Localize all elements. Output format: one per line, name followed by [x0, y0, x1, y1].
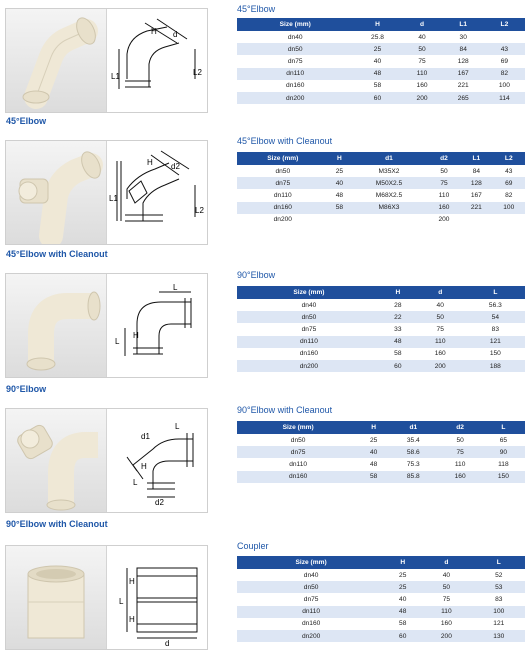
table-cell: 58: [359, 471, 388, 483]
table-cell: dn110: [237, 458, 359, 470]
table-row: [237, 323, 525, 335]
table-cell: 121: [466, 336, 525, 348]
table-header-row: [237, 421, 525, 434]
table-cell: 56.3: [466, 299, 525, 311]
table-cell: 60: [381, 360, 415, 372]
section-label: 45°Elbow with Cleanout: [6, 249, 108, 259]
column-header: L: [482, 421, 525, 434]
table-row: [237, 165, 525, 177]
table-cell: M68X2.5: [350, 189, 428, 201]
table-cell: 84: [460, 165, 492, 177]
table-cell: [329, 214, 351, 226]
dim-label: H: [147, 158, 153, 167]
technical-drawing: [106, 409, 208, 512]
table-cell: [493, 214, 525, 226]
table-cell: 82: [484, 68, 525, 80]
table-cell: [350, 214, 428, 226]
table-cell: 48: [329, 189, 351, 201]
table-cell: [460, 214, 492, 226]
table-row: [237, 311, 525, 323]
column-header: d2: [428, 152, 460, 165]
table-cell: 50: [439, 434, 482, 446]
table-cell: 188: [466, 360, 525, 372]
table-cell: dn110: [237, 606, 385, 618]
table-cell: dn160: [237, 202, 329, 214]
table-header-row: [237, 556, 525, 569]
table-cell: dn75: [237, 177, 329, 189]
column-header: Size (mm): [237, 152, 329, 165]
table-cell: 58: [329, 202, 351, 214]
table-cell: 167: [443, 68, 484, 80]
dim-label: d2: [171, 162, 180, 171]
table-cell: 100: [493, 202, 525, 214]
table-title: 45°Elbow: [237, 4, 276, 14]
table-cell: dn75: [237, 446, 359, 458]
table-row: [237, 336, 525, 348]
table-cell: 35.4: [388, 434, 438, 446]
table-title: Coupler: [237, 541, 269, 551]
table-cell: 69: [493, 177, 525, 189]
column-header: H: [359, 421, 388, 434]
section-label: 90°Elbow: [6, 384, 47, 394]
table-cell: dn160: [237, 348, 381, 360]
column-header: d: [401, 18, 442, 31]
table-cell: 150: [466, 348, 525, 360]
drawing-90-elbow-cleanout: [107, 409, 208, 512]
technical-drawing: [106, 9, 208, 112]
table-cell: 167: [460, 189, 492, 201]
table-row: [237, 630, 525, 642]
technical-drawing: [106, 274, 208, 377]
table-cell: dn200: [237, 360, 381, 372]
table-cell: 25: [385, 581, 420, 593]
column-header: L2: [484, 18, 525, 31]
column-header: L: [466, 286, 525, 299]
table-cell: 48: [359, 458, 388, 470]
product-image-box: [5, 408, 208, 513]
elbow-45-photo-icon: [6, 9, 106, 112]
table-cell: 40: [385, 593, 420, 605]
table-row: [237, 43, 525, 55]
table-cell: 60: [353, 92, 401, 104]
table-cell: 40: [329, 177, 351, 189]
column-header: L1: [460, 152, 492, 165]
dim-label: L: [119, 597, 124, 606]
table-row: [237, 360, 525, 372]
table-cell: 128: [443, 55, 484, 67]
table-cell: 84: [443, 43, 484, 55]
table-cell: 25: [329, 165, 351, 177]
spec-table: [237, 286, 525, 372]
table-cell: 110: [415, 336, 466, 348]
column-header: d1: [350, 152, 428, 165]
table-cell: 75: [420, 593, 472, 605]
table-cell: 50: [401, 43, 442, 55]
column-header: d: [420, 556, 472, 569]
table-cell: 82: [493, 189, 525, 201]
table-cell: 160: [401, 80, 442, 92]
table-row: [237, 31, 525, 43]
table-row: [237, 92, 525, 104]
table-row: [237, 471, 525, 483]
elbow-45-cleanout-photo-icon: [6, 141, 106, 244]
table-row: [237, 299, 525, 311]
section-label: 45°Elbow: [6, 116, 47, 126]
table-cell: dn75: [237, 593, 385, 605]
column-header: L: [473, 556, 525, 569]
dim-label: d2: [155, 498, 164, 507]
table-cell: 110: [428, 189, 460, 201]
table-cell: dn110: [237, 68, 353, 80]
table-cell: dn160: [237, 80, 353, 92]
dim-label: L: [115, 337, 120, 346]
table-cell: 65: [482, 434, 525, 446]
table-cell: dn110: [237, 189, 329, 201]
table-cell: dn40: [237, 299, 381, 311]
table-cell: dn200: [237, 92, 353, 104]
table-cell: 110: [401, 68, 442, 80]
table-cell: 22: [381, 311, 415, 323]
table-cell: 54: [466, 311, 525, 323]
table-cell: 83: [473, 593, 525, 605]
column-header: L1: [443, 18, 484, 31]
product-photo: [6, 274, 106, 377]
dim-label: H: [151, 27, 157, 36]
table-cell: dn160: [237, 471, 359, 483]
table-cell: dn50: [237, 581, 385, 593]
table-cell: 75: [439, 446, 482, 458]
table-row: [237, 189, 525, 201]
table-row: [237, 177, 525, 189]
table-cell: 58.6: [388, 446, 438, 458]
table-cell: 200: [428, 214, 460, 226]
table-cell: 90: [482, 446, 525, 458]
table-cell: 200: [415, 360, 466, 372]
table-cell: dn75: [237, 323, 381, 335]
column-header: Size (mm): [237, 556, 385, 569]
table-cell: dn40: [237, 569, 385, 581]
table-title: 90°Elbow: [237, 270, 276, 280]
table-cell: 128: [460, 177, 492, 189]
table-cell: 160: [439, 471, 482, 483]
table-row: [237, 68, 525, 80]
table-cell: 160: [428, 202, 460, 214]
table-cell: 52: [473, 569, 525, 581]
table-cell: 221: [443, 80, 484, 92]
dim-label: L2: [193, 68, 202, 77]
dim-label: d1: [141, 432, 150, 441]
table-cell: dn50: [237, 311, 381, 323]
table-cell: 221: [460, 202, 492, 214]
coupler-photo-icon: [6, 546, 106, 649]
table-cell: 121: [473, 618, 525, 630]
column-header: Size (mm): [237, 18, 353, 31]
table-cell: 58: [381, 348, 415, 360]
table-title: 90°Elbow with Cleanout: [237, 405, 333, 415]
dim-label: L1: [111, 72, 120, 81]
table-cell: M86X3: [350, 202, 428, 214]
table-header-row: [237, 286, 525, 299]
table-cell: 40: [415, 299, 466, 311]
column-header: Size (mm): [237, 421, 359, 434]
table-cell: 58: [385, 618, 420, 630]
table-cell: 48: [385, 606, 420, 618]
technical-drawing: [106, 141, 208, 244]
table-cell: 85.8: [388, 471, 438, 483]
table-cell: dn50: [237, 434, 359, 446]
table-cell: dn200: [237, 630, 385, 642]
product-photo: [6, 141, 106, 244]
table-cell: M50X2.5: [350, 177, 428, 189]
dim-label: H: [133, 331, 139, 340]
table-cell: 33: [381, 323, 415, 335]
table-cell: 69: [484, 55, 525, 67]
table-header-row: [237, 18, 525, 31]
product-photo: [6, 546, 106, 649]
column-header: Size (mm): [237, 286, 381, 299]
table-cell: [484, 31, 525, 43]
dim-label: L2: [195, 206, 204, 215]
table-cell: 160: [420, 618, 472, 630]
table-cell: 58: [353, 80, 401, 92]
column-header: H: [329, 152, 351, 165]
table-row: [237, 434, 525, 446]
spec-table: [237, 18, 525, 104]
table-row: [237, 214, 525, 226]
table-cell: 100: [484, 80, 525, 92]
table-cell: 265: [443, 92, 484, 104]
table-cell: 25: [353, 43, 401, 55]
table-cell: 130: [473, 630, 525, 642]
table-cell: dn40: [237, 31, 353, 43]
table-cell: M35X2: [350, 165, 428, 177]
table-cell: 75: [415, 323, 466, 335]
dim-label: H: [129, 577, 135, 586]
spec-table: [237, 556, 525, 642]
table-row: [237, 348, 525, 360]
column-header: H: [385, 556, 420, 569]
product-image-box: [5, 273, 208, 378]
table-row: [237, 618, 525, 630]
table-row: [237, 581, 525, 593]
table-cell: dn75: [237, 55, 353, 67]
section-label: 90°Elbow with Cleanout: [6, 519, 108, 529]
table-cell: dn160: [237, 618, 385, 630]
table-cell: 50: [415, 311, 466, 323]
table-cell: 43: [484, 43, 525, 55]
table-cell: 40: [420, 569, 472, 581]
table-cell: 43: [493, 165, 525, 177]
table-cell: 114: [484, 92, 525, 104]
table-cell: 50: [428, 165, 460, 177]
table-cell: 48: [381, 336, 415, 348]
table-cell: 53: [473, 581, 525, 593]
table-cell: 48: [353, 68, 401, 80]
table-cell: 40: [359, 446, 388, 458]
dim-label: d: [165, 639, 170, 648]
table-cell: 83: [466, 323, 525, 335]
column-header: d1: [388, 421, 438, 434]
table-cell: 75.3: [388, 458, 438, 470]
dim-label: L: [133, 478, 138, 487]
table-cell: 110: [439, 458, 482, 470]
table-row: [237, 446, 525, 458]
table-cell: 118: [482, 458, 525, 470]
table-cell: 60: [385, 630, 420, 642]
technical-drawing: [106, 546, 208, 649]
column-header: H: [381, 286, 415, 299]
column-header: L2: [493, 152, 525, 165]
elbow-90-photo-icon: [6, 274, 106, 377]
column-header: d2: [439, 421, 482, 434]
column-header: d: [415, 286, 466, 299]
product-photo: [6, 409, 106, 512]
table-cell: 40: [353, 55, 401, 67]
table-cell: 50: [420, 581, 472, 593]
drawing-45-elbow: [107, 9, 208, 112]
table-cell: 25.8: [353, 31, 401, 43]
drawing-coupler: [107, 546, 208, 649]
table-cell: 75: [428, 177, 460, 189]
elbow-90-cleanout-photo-icon: [6, 409, 106, 512]
column-header: H: [353, 18, 401, 31]
table-row: [237, 569, 525, 581]
table-row: [237, 606, 525, 618]
drawing-45-elbow-cleanout: [107, 141, 208, 244]
dim-label: H: [129, 615, 135, 624]
dim-label: L: [175, 422, 180, 431]
table-row: [237, 202, 525, 214]
table-cell: 200: [420, 630, 472, 642]
table-cell: dn50: [237, 165, 329, 177]
table-header-row: [237, 152, 525, 165]
product-photo: [6, 9, 106, 112]
table-cell: 75: [401, 55, 442, 67]
table-cell: 110: [420, 606, 472, 618]
product-image-box: [5, 545, 208, 650]
dim-label: H: [141, 462, 147, 471]
table-cell: dn110: [237, 336, 381, 348]
spec-table: [237, 152, 525, 226]
table-cell: 28: [381, 299, 415, 311]
product-image-box: [5, 8, 208, 113]
table-cell: 40: [401, 31, 442, 43]
table-cell: 200: [401, 92, 442, 104]
drawing-90-elbow: [107, 274, 208, 377]
table-cell: 150: [482, 471, 525, 483]
table-row: [237, 80, 525, 92]
product-image-box: [5, 140, 208, 245]
table-cell: 30: [443, 31, 484, 43]
dim-label: L1: [109, 194, 118, 203]
table-row: [237, 55, 525, 67]
table-row: [237, 458, 525, 470]
table-cell: 100: [473, 606, 525, 618]
spec-table: [237, 421, 525, 483]
table-row: [237, 593, 525, 605]
table-cell: dn200: [237, 214, 329, 226]
dim-label: d: [173, 30, 178, 39]
table-cell: 25: [359, 434, 388, 446]
table-cell: 25: [385, 569, 420, 581]
dim-label: L: [173, 283, 178, 292]
table-cell: 160: [415, 348, 466, 360]
table-title: 45°Elbow with Cleanout: [237, 136, 333, 146]
table-cell: dn50: [237, 43, 353, 55]
